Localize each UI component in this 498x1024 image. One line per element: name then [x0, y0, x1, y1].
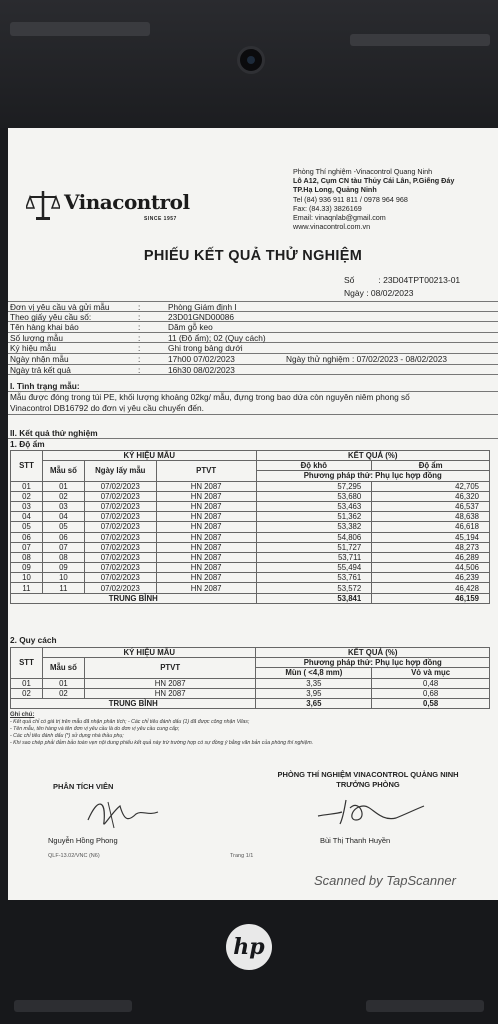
cell-moisture: 44,506	[372, 563, 490, 573]
hinge-left	[14, 1000, 132, 1012]
col-bark-rot: Vỏ và mục	[372, 668, 490, 678]
average-row	[11, 593, 490, 603]
average-row	[11, 698, 490, 708]
cell-bark-rot: 0,68	[372, 688, 490, 698]
cell-dry-matter: 53,463	[256, 501, 372, 511]
table-row	[11, 573, 490, 583]
info-value: 17h00 07/02/2023	[168, 353, 235, 364]
cell-dry-matter: 53,382	[256, 522, 372, 532]
table-row	[11, 688, 490, 698]
info-colon: :	[138, 302, 141, 312]
dimension-subtitle: 2. Quy cách	[10, 635, 57, 645]
table-row	[11, 552, 490, 562]
col-moisture: Độ ẩm	[372, 461, 490, 471]
cell-moisture: 46,537	[372, 501, 490, 511]
cell-ptvt: HN 2087	[156, 563, 256, 573]
cell-stt: 02	[11, 491, 43, 501]
report-number	[344, 275, 460, 285]
cell-stt: 03	[11, 501, 43, 511]
analyst-title: PHÂN TÍCH VIÊN	[53, 782, 114, 791]
cell-sample-no: 03	[42, 501, 84, 511]
cell-sample-no: 02	[42, 491, 84, 501]
info-value: Dăm gỗ keo	[168, 322, 213, 333]
info-value: 23D01GND00086	[168, 311, 234, 322]
sample-condition-line1: Mẫu được đóng trong túi PE, khối lượng khoảng 02kg/ mẫu, đựng trong bao dứa còn nguyên niêm phong số	[10, 391, 410, 402]
table-header-row	[11, 451, 490, 461]
cell-dry-matter: 53,761	[256, 573, 372, 583]
cell-ptvt: HN 2087	[156, 481, 256, 491]
analyst-signature	[78, 792, 168, 834]
cell-moisture: 45,194	[372, 532, 490, 542]
vinacontrol-logo	[26, 186, 206, 226]
note-line: - Các chỉ tiêu đánh dấu (*) sử dụng nhà thầu phụ;	[10, 733, 124, 739]
cell-sampling-date: 07/02/2023	[84, 532, 156, 542]
report-number-label: Số	[344, 275, 355, 285]
cell-ptvt: HN 2087	[156, 512, 256, 522]
scales-icon	[26, 188, 60, 222]
cell-stt: 06	[11, 532, 43, 542]
cell-sampling-date: 07/02/2023	[84, 522, 156, 532]
page-number: Trang 1/1	[230, 853, 254, 859]
table-row	[11, 512, 490, 522]
cell-sampling-date: 07/02/2023	[84, 542, 156, 552]
info-row	[8, 312, 498, 323]
hinge-right	[366, 1000, 484, 1012]
bezel-bar-left	[10, 22, 150, 36]
table-row	[11, 481, 490, 491]
cell-moisture: 46,618	[372, 522, 490, 532]
info-label: Theo giấy yêu cầu số:	[10, 311, 92, 322]
cell-stt: 05	[11, 522, 43, 532]
moisture-subtitle: 1. Độ ẩm	[10, 438, 45, 449]
logo-name: Vinacontrol	[64, 190, 190, 214]
dimension-section-header	[8, 635, 498, 646]
cell-dry-matter: 51,362	[256, 512, 372, 522]
col-sample-code: KÝ HIỆU MẪU	[42, 648, 256, 658]
form-code: QLF-13.02/VNC (N6)	[48, 853, 100, 859]
info-colon: :	[138, 343, 141, 354]
note-line: - Kết quả chỉ có giá trị trên mẫu đã nhận phân tích; - Các chỉ tiêu đánh dấu (1) đã được công nhận Vilas;	[10, 719, 250, 725]
average-dry-matter: 53,841	[256, 593, 372, 603]
cell-ptvt: HN 2087	[84, 678, 256, 688]
info-row	[8, 365, 498, 376]
cell-stt: 09	[11, 563, 43, 573]
info-colon: :	[138, 332, 141, 343]
note-line: - Khi sao chép phải đảm bảo toàn vẹn nội dung phiếu kết quả này trừ trường hợp có sự đồng ý bằng văn bản của phòng thí nghiệm.	[10, 740, 314, 746]
cell-moisture: 46,289	[372, 552, 490, 562]
table-row	[11, 678, 490, 688]
cell-sample-no: 01	[42, 678, 84, 688]
info-label: Đơn vị yêu cầu và gửi mẫu	[10, 302, 110, 312]
lab-contact	[293, 167, 493, 231]
notes-title: Ghi chú:	[10, 712, 35, 718]
info-colon: :	[138, 311, 141, 322]
average-moisture: 46,159	[372, 593, 490, 603]
cell-ptvt: HN 2087	[156, 501, 256, 511]
cell-fines: 3,95	[256, 688, 372, 698]
info-label: Tên hàng khai báo	[10, 322, 79, 333]
lab-address1: Lô A12, Cụm CN tàu Thủy Cái Lân, P.Giếng Đáy	[293, 176, 455, 186]
cell-stt: 11	[11, 583, 43, 593]
cell-dry-matter: 53,680	[256, 491, 372, 501]
cell-stt: 08	[11, 552, 43, 562]
info-value: 16h30 08/02/2023	[168, 364, 235, 375]
col-sample-no: Mẫu số	[42, 461, 84, 481]
info-label: Ký hiệu mẫu	[10, 343, 57, 354]
col-ptvt: PTVT	[156, 461, 256, 481]
col-sampling-date: Ngày lấy mẫu	[84, 461, 156, 481]
average-bark-rot: 0,58	[372, 698, 490, 708]
webcam	[237, 46, 265, 74]
cell-ptvt: HN 2087	[156, 491, 256, 501]
col-method: Phương pháp thử: Phụ lục hợp đồng	[256, 471, 490, 481]
cell-ptvt: HN 2087	[156, 542, 256, 552]
sample-condition-title: I. Tình trạng mẫu:	[8, 381, 498, 392]
cell-sample-no: 09	[42, 563, 84, 573]
cell-stt: 01	[11, 481, 43, 491]
request-info-table	[8, 301, 498, 375]
info-value: 11 (Độ ẩm); 02 (Quy cách)	[168, 332, 266, 343]
cell-ptvt: HN 2087	[156, 573, 256, 583]
cell-sample-no: 01	[42, 481, 84, 491]
laptop-top-bezel	[0, 0, 498, 128]
col-dry-matter: Độ khô	[256, 461, 372, 471]
info-row	[8, 333, 498, 344]
bezel-bar-right	[350, 34, 490, 46]
cell-ptvt: HN 2087	[156, 583, 256, 593]
col-sample-no: Mẫu số	[42, 658, 84, 678]
report-date: Ngày : 08/02/2023	[344, 288, 414, 298]
info-value: Phòng Giám định I	[168, 302, 237, 312]
document-title: PHIẾU KẾT QUẢ THỬ NGHIỆM	[143, 248, 363, 264]
info-row	[8, 301, 498, 312]
info-value: Ghi trong bảng dưới	[168, 343, 243, 354]
lab-address2: TP.Hạ Long, Quảng Ninh	[293, 185, 377, 195]
cell-sample-no: 08	[42, 552, 84, 562]
col-result: KẾT QUẢ (%)	[256, 648, 490, 658]
average-label: TRUNG BÌNH	[11, 593, 257, 603]
lab-fax: Fax: (84.33) 3826169	[293, 203, 362, 213]
col-ptvt: PTVT	[84, 658, 256, 678]
lab-web: www.vinacontrol.com.vn	[293, 222, 371, 232]
report-number-value: : 23D04TPT00213-01	[378, 275, 461, 285]
dimension-rows	[11, 678, 490, 698]
cell-sampling-date: 07/02/2023	[84, 481, 156, 491]
table-row	[11, 501, 490, 511]
cell-ptvt: HN 2087	[84, 688, 256, 698]
cell-sampling-date: 07/02/2023	[84, 501, 156, 511]
logo-since: SINCE 1957	[144, 216, 177, 222]
cell-moisture: 48,273	[372, 542, 490, 552]
hp-logo: hp	[226, 924, 272, 970]
lab-name: Phòng Thí nghiệm -Vinacontrol Quang Ninh	[293, 167, 433, 176]
cell-ptvt: HN 2087	[156, 522, 256, 532]
lab-email: Email: vinaqnlab@gmail.com	[293, 213, 386, 223]
moisture-rows	[11, 481, 490, 593]
table-header-row	[11, 658, 490, 668]
cell-sample-no: 02	[42, 688, 84, 698]
cell-dry-matter: 53,711	[256, 552, 372, 562]
cell-sample-no: 05	[42, 522, 84, 532]
cell-dry-matter: 54,806	[256, 532, 372, 542]
note-line: - Tên mẫu, tên hàng và tên đơn vị yêu cầu là do đơn vị yêu cầu cung cấp;	[10, 726, 180, 732]
info-colon: :	[138, 322, 141, 333]
col-result: KẾT QUẢ (%)	[256, 451, 490, 461]
cell-ptvt: HN 2087	[156, 532, 256, 542]
table-row	[11, 491, 490, 501]
cell-sampling-date: 07/02/2023	[84, 552, 156, 562]
col-stt: STT	[11, 451, 43, 482]
head-name: Bùi Thị Thanh Huyền	[320, 836, 391, 845]
cell-sample-no: 06	[42, 532, 84, 542]
table-header-row	[11, 461, 490, 471]
col-sample-code: KÝ HIỆU MẪU	[42, 451, 256, 461]
col-method: Phương pháp thử: Phụ lục hợp đồng	[256, 658, 490, 668]
cell-sample-no: 10	[42, 573, 84, 583]
analyst-name: Nguyễn Hồng Phong	[48, 836, 118, 845]
cell-sample-no: 07	[42, 542, 84, 552]
lab-tel: Tel (84) 936 911 811 / 0978 964 968	[293, 194, 408, 204]
dimension-table	[10, 647, 490, 709]
test-date: Ngày thử nghiệm : 07/02/2023 - 08/02/2023	[286, 353, 448, 364]
info-label: Số lượng mẫu	[10, 332, 63, 343]
info-label: Ngày trả kết quả	[10, 364, 71, 375]
cell-moisture: 48,638	[372, 512, 490, 522]
cell-stt: 01	[11, 678, 43, 688]
table-header-row	[11, 648, 490, 658]
table-row	[11, 583, 490, 593]
results-title: II. Kết quả thử nghiệm	[8, 428, 498, 439]
average-fines: 3,65	[256, 698, 372, 708]
cell-stt: 04	[11, 512, 43, 522]
scanner-watermark: Scanned by TapScanner	[314, 873, 456, 888]
cell-sampling-date: 07/02/2023	[84, 563, 156, 573]
moisture-table	[10, 450, 490, 604]
sample-condition-line2: Vinacontrol DB16792 do đơn vị yêu cầu chuyển đến.	[8, 403, 498, 415]
info-colon: :	[138, 364, 141, 375]
table-row	[11, 542, 490, 552]
cell-fines: 3,35	[256, 678, 372, 688]
cell-dry-matter: 53,572	[256, 583, 372, 593]
info-label: Ngày nhận mẫu	[10, 353, 69, 364]
table-row	[11, 532, 490, 542]
cell-ptvt: HN 2087	[156, 552, 256, 562]
cell-sampling-date: 07/02/2023	[84, 583, 156, 593]
cell-sampling-date: 07/02/2023	[84, 573, 156, 583]
document-page	[8, 128, 498, 900]
lab-head-role: TRƯỞNG PHÒNG	[336, 780, 400, 789]
cell-bark-rot: 0,48	[372, 678, 490, 688]
table-row	[11, 563, 490, 573]
results-section-header	[8, 428, 498, 449]
cell-stt: 07	[11, 542, 43, 552]
cell-dry-matter: 57,295	[256, 481, 372, 491]
cell-moisture: 46,320	[372, 491, 490, 501]
cell-moisture: 42,705	[372, 481, 490, 491]
col-fines: Mùn ( <4,8 mm)	[256, 668, 372, 678]
cell-stt: 02	[11, 688, 43, 698]
cell-sampling-date: 07/02/2023	[84, 512, 156, 522]
table-row	[11, 522, 490, 532]
cell-moisture: 46,239	[372, 573, 490, 583]
col-stt: STT	[11, 648, 43, 679]
info-colon: :	[138, 353, 141, 364]
cell-dry-matter: 55,494	[256, 563, 372, 573]
cell-sampling-date: 07/02/2023	[84, 491, 156, 501]
cell-stt: 10	[11, 573, 43, 583]
cell-moisture: 46,428	[372, 583, 490, 593]
head-signature	[308, 792, 428, 830]
cell-sample-no: 04	[42, 512, 84, 522]
cell-dry-matter: 51,727	[256, 542, 372, 552]
info-row	[8, 322, 498, 333]
notes	[10, 712, 496, 747]
head-title	[258, 770, 478, 790]
sample-condition-section	[8, 381, 498, 415]
info-row	[8, 354, 498, 365]
average-label: TRUNG BÌNH	[11, 698, 256, 708]
cell-sample-no: 11	[42, 583, 84, 593]
info-row	[8, 343, 498, 354]
lab-head-org: PHÒNG THÍ NGHIỆM VINACONTROL QUẢNG NINH	[277, 770, 459, 779]
